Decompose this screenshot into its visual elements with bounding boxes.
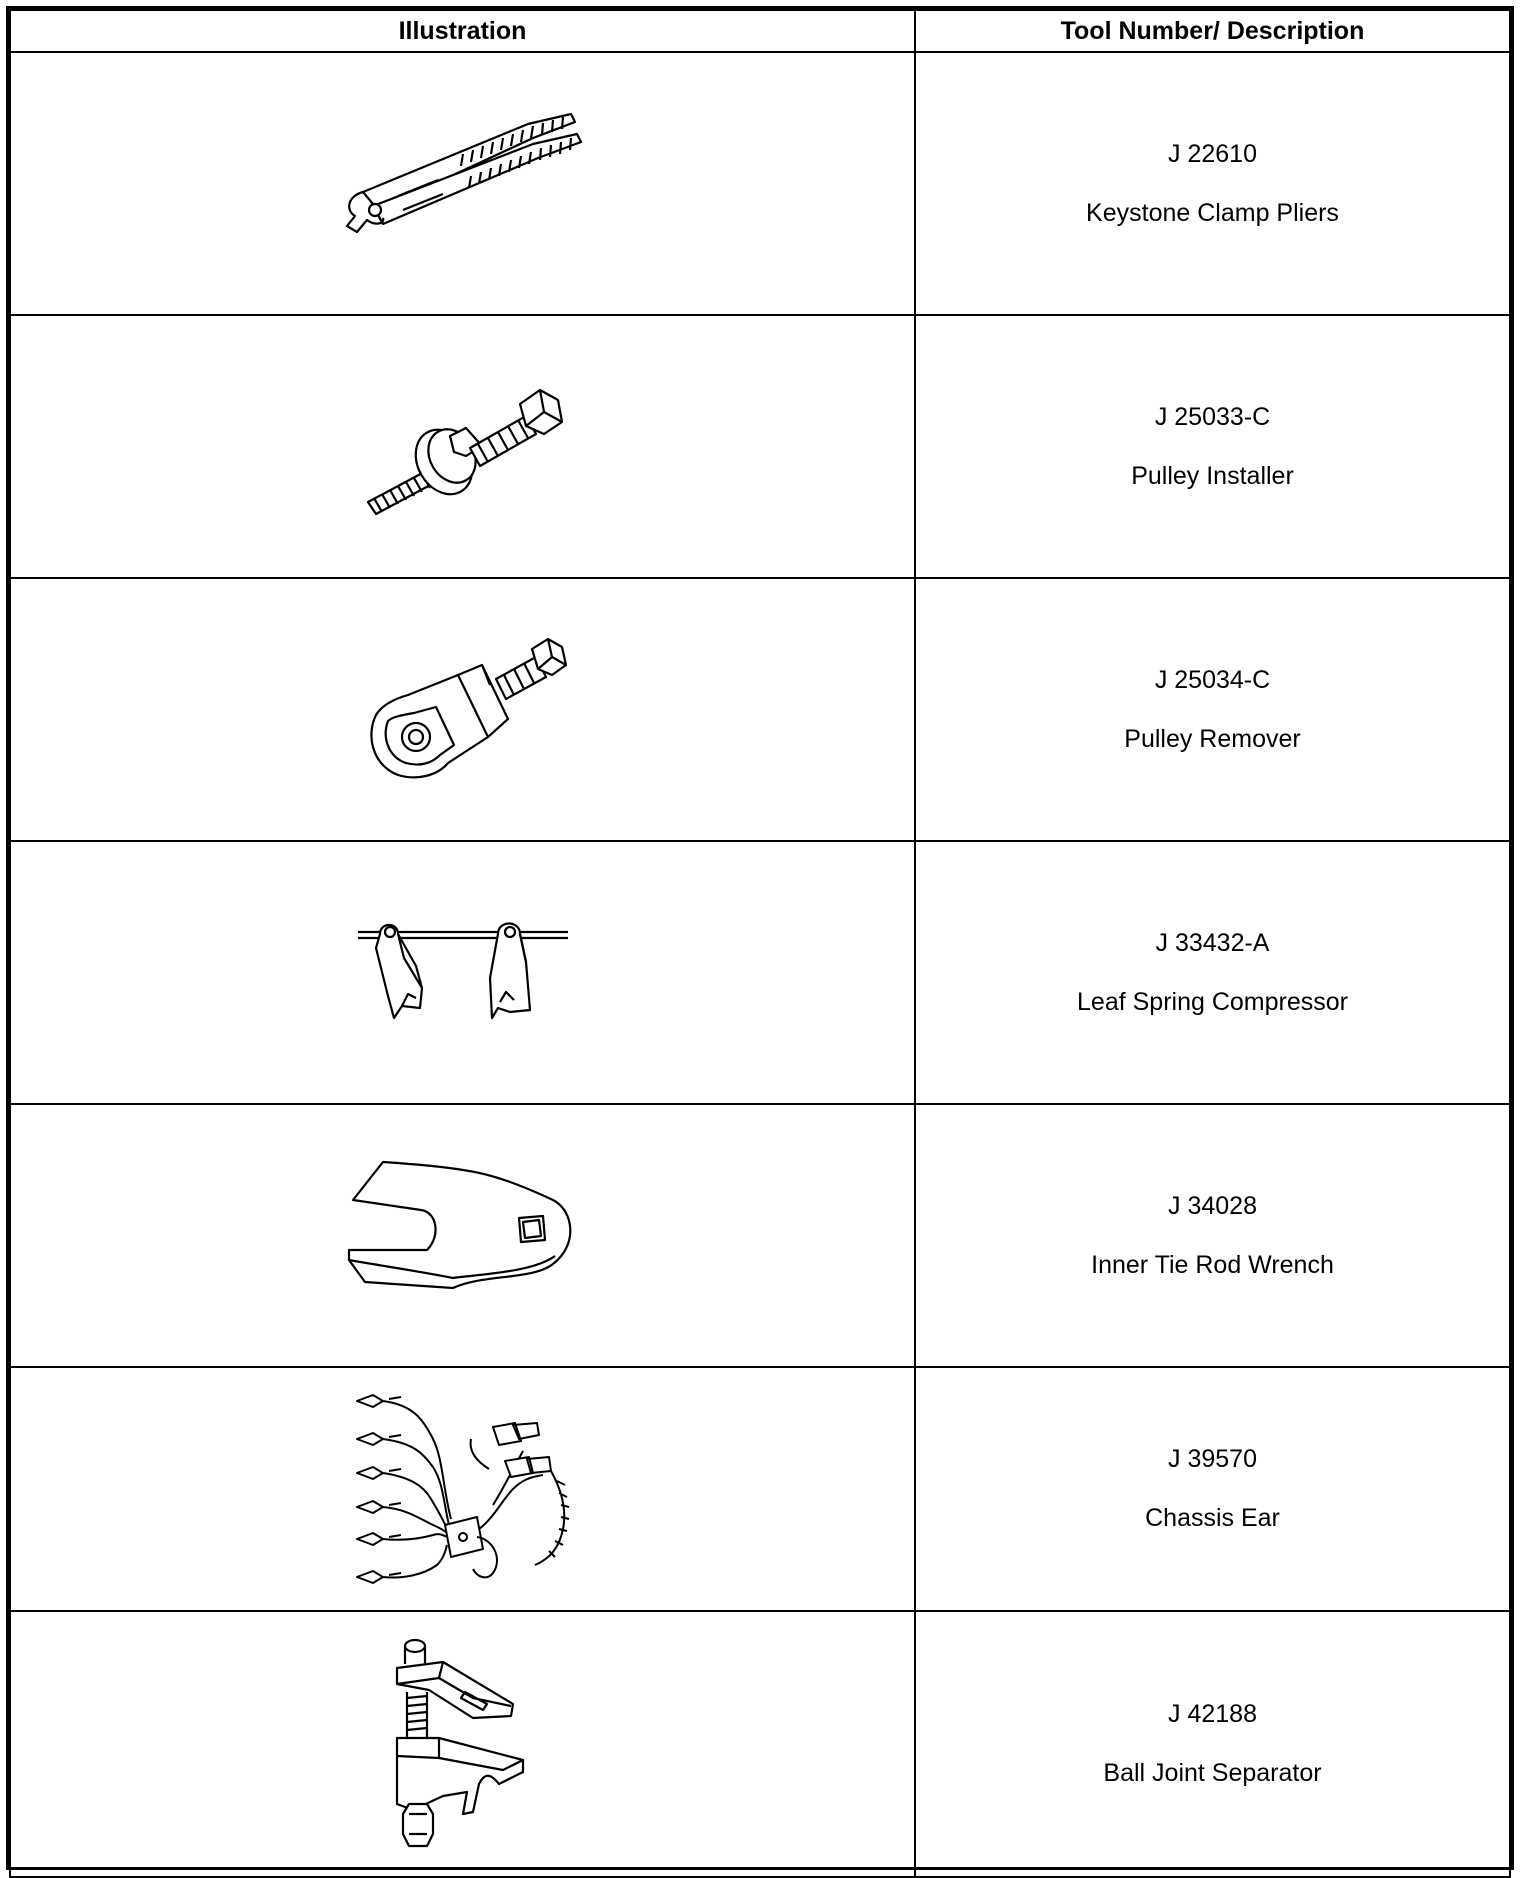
tool-table [9, 9, 1511, 1878]
table-row [10, 1104, 1510, 1367]
pulley-remover-icon [358, 635, 568, 785]
illustration-cell [10, 52, 915, 315]
wrench-icon [343, 1156, 583, 1316]
description-cell [915, 52, 1510, 315]
illustration-cell [10, 315, 915, 578]
table-row [10, 1611, 1510, 1877]
tool-header: Tool Number/ Description [915, 10, 1510, 52]
leaf-spring-compressor-icon [358, 918, 568, 1028]
illustration-cell [10, 1367, 915, 1611]
illustration-cell [10, 841, 915, 1104]
illustration-cell [10, 1611, 915, 1877]
description-cell [915, 1367, 1510, 1611]
tool-number: J 22610 [1168, 139, 1257, 168]
table-row [10, 578, 1510, 841]
tool-description: Ball Joint Separator [1103, 1759, 1322, 1787]
table-row [10, 1367, 1510, 1611]
table-row [10, 52, 1510, 315]
pulley-installer-icon [358, 374, 568, 519]
description-cell [915, 315, 1510, 578]
tool-number: J 25033-C [1154, 402, 1271, 431]
illustration-cell [10, 578, 915, 841]
tool-number: J 42188 [1168, 1700, 1257, 1728]
pliers-icon [343, 114, 583, 254]
tool-number: J 34028 [1168, 1191, 1257, 1220]
tool-description: Pulley Installer [1131, 461, 1294, 490]
illustration-cell [10, 1104, 915, 1367]
tool-description: Leaf Spring Compressor [1077, 987, 1348, 1016]
illustration-header: Illustration [10, 10, 915, 52]
tool-description: Inner Tie Rod Wrench [1091, 1250, 1334, 1279]
chassis-ear-icon [353, 1389, 573, 1589]
tool-description: Keystone Clamp Pliers [1086, 198, 1339, 227]
tool-number: J 33432-A [1155, 928, 1270, 957]
description-cell [915, 1611, 1510, 1877]
table-row [10, 841, 1510, 1104]
ball-joint-separator-icon [383, 1634, 543, 1854]
tool-description: Pulley Remover [1124, 724, 1301, 753]
tool-number: J 39570 [1168, 1445, 1257, 1473]
table-header-row [10, 10, 1510, 52]
description-cell [915, 578, 1510, 841]
table-row [10, 315, 1510, 578]
tool-description: Chassis Ear [1145, 1504, 1280, 1532]
tool-number: J 25034-C [1154, 665, 1271, 694]
tool-table-frame [6, 6, 1514, 1870]
description-cell [915, 1104, 1510, 1367]
description-cell [915, 841, 1510, 1104]
